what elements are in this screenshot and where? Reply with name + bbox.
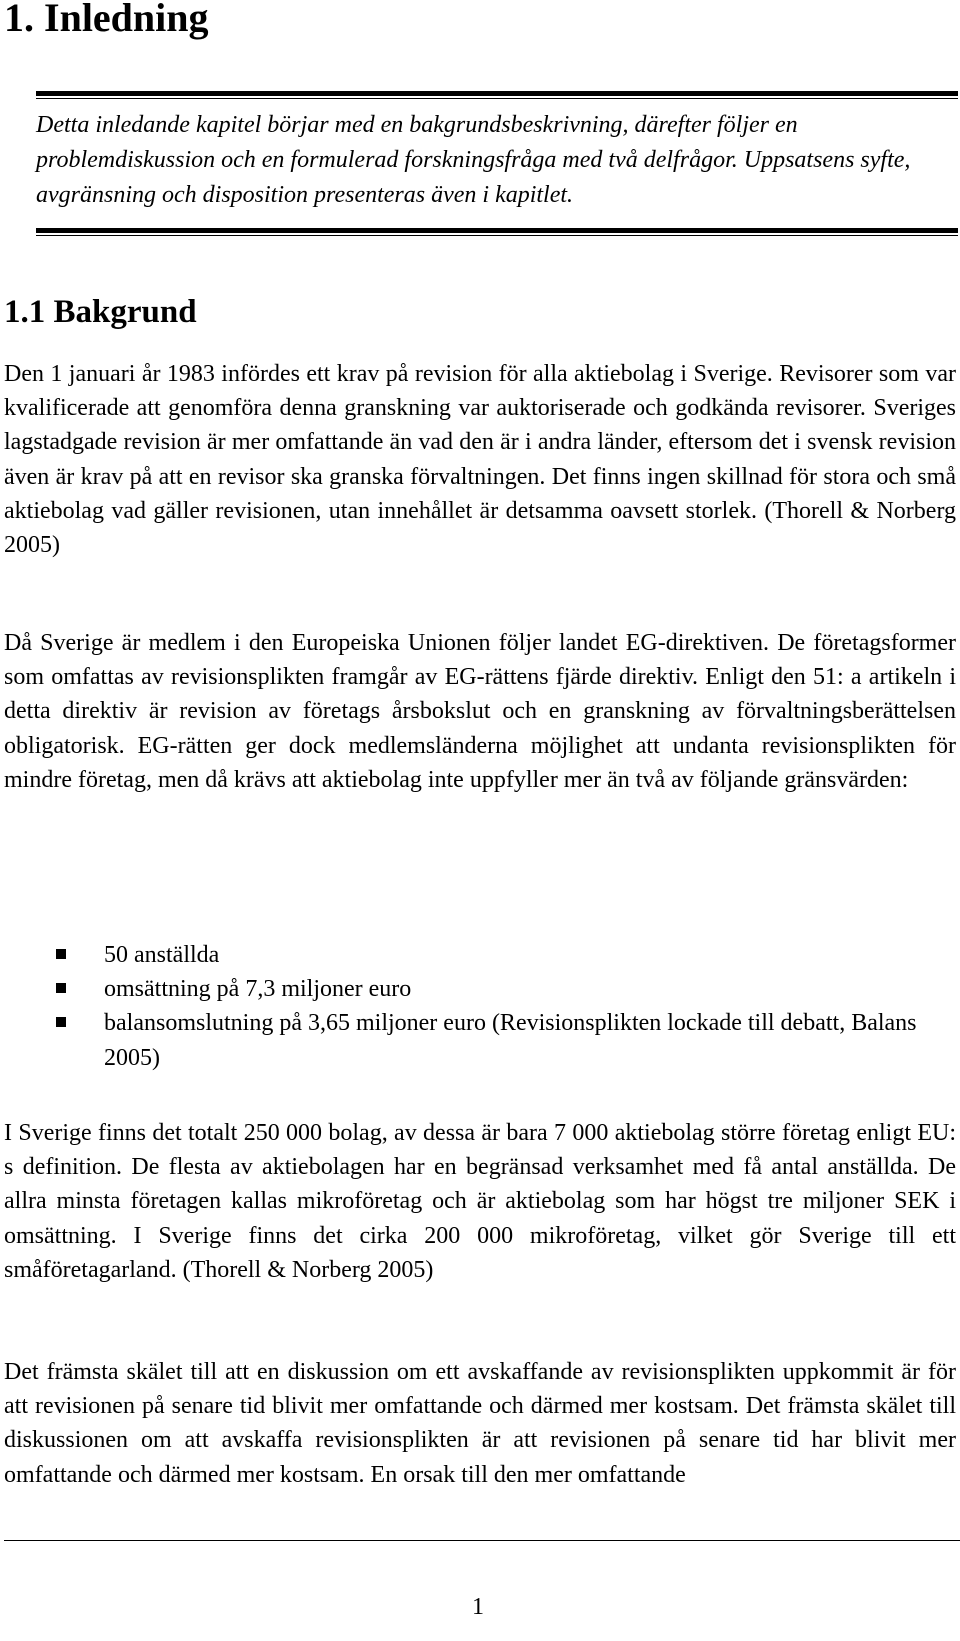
footer-rule [4,1540,960,1541]
list-item [4,1006,956,1074]
chapter-intro: Detta inledande kapitel börjar med en bakgrundsbeskrivning, därefter följer en problemdiskussion och en formulerad forskningsfråga med två delfrågor. Uppsatsens syfte, avgränsning och disposition presenteras även i kapitlet. [36,112,911,208]
square-bullet-icon [56,1017,66,1027]
threshold-list [4,938,956,1075]
paragraph-4: Det främsta skälet till att en diskussion om ett avskaffande av revisionsplikten uppkommit är för att revisionen på senare tid blivit mer omfattande och därmed mer kostsam. Det främsta skälet till diskussionen om att avskaffa revisionsplikten är att revisionen på senare tid har blivit mer omfattande och därmed mer kostsam. En orsak till den mer omfattande [4,1359,956,1488]
chapter-title: 1. Inledning [4,0,209,40]
list-item [4,972,956,1006]
page-number: 1 [472,1594,484,1620]
list-item [4,938,956,972]
list-item-text: 50 anställda [104,942,220,968]
square-bullet-icon [56,983,66,993]
paragraph-2: Då Sverige är medlem i den Europeiska Unionen följer landet EG-direktiven. De företagsformer som omfattas av revisionsplikten framgår av EG-rättens fjärde direktiv. Enligt den 51: a artikeln i detta direktiv är revision av företags årsbokslut och en granskning av förvaltningsberättelsen obligatorisk. EG-rätten ger dock medlemsländerna möjlighet att undanta revisionsplikten för mindre företag, men då krävs att aktiebolag inte uppfyller mer än två av följande gränsvärden: [4,630,956,793]
paragraph-3: I Sverige finns det totalt 250 000 bolag, av dessa är bara 7 000 aktiebolag större företag enligt EU: s definition. De flesta av aktiebolagen har en begränsad verksamhet med få antal anställda. De allra minsta företagen kallas mikroföretag och är aktiebolag som har högst tre miljoner SEK i omsättning. I Sverige finns det cirka 200 000 mikroföretag, vilket gör Sverige till ett småföretagarland. (Thorell & Norberg 2005) [4,1120,956,1283]
intro-top-rule [36,91,958,99]
paragraph-1: Den 1 januari år 1983 infördes ett krav på revision för alla aktiebolag i Sverige. Revisorer som var kvalificerade att genomföra denna granskning var auktoriserade och godkända revisorer. Sveriges lagstadgade revision är mer omfattande än vad den är i andra länder, eftersom det i svensk revision även är krav på att en revisor ska granska förvaltningen. Det finns ingen skillnad för stora och små aktiebolag vad gäller revisionen, utan innehållet är detsamma oavsett storlek. (Thorell & Norberg 2005) [4,361,956,559]
list-item-text: omsättning på 7,3 miljoner euro [104,976,412,1003]
list-item-text: balansomslutning på 3,65 miljoner euro (Revisionsplikten lockade till debatt, Balans 2005) [104,1010,917,1071]
intro-bottom-rule [36,228,958,236]
square-bullet-icon [56,949,66,959]
section-title: 1.1 Bakgrund [4,294,197,330]
